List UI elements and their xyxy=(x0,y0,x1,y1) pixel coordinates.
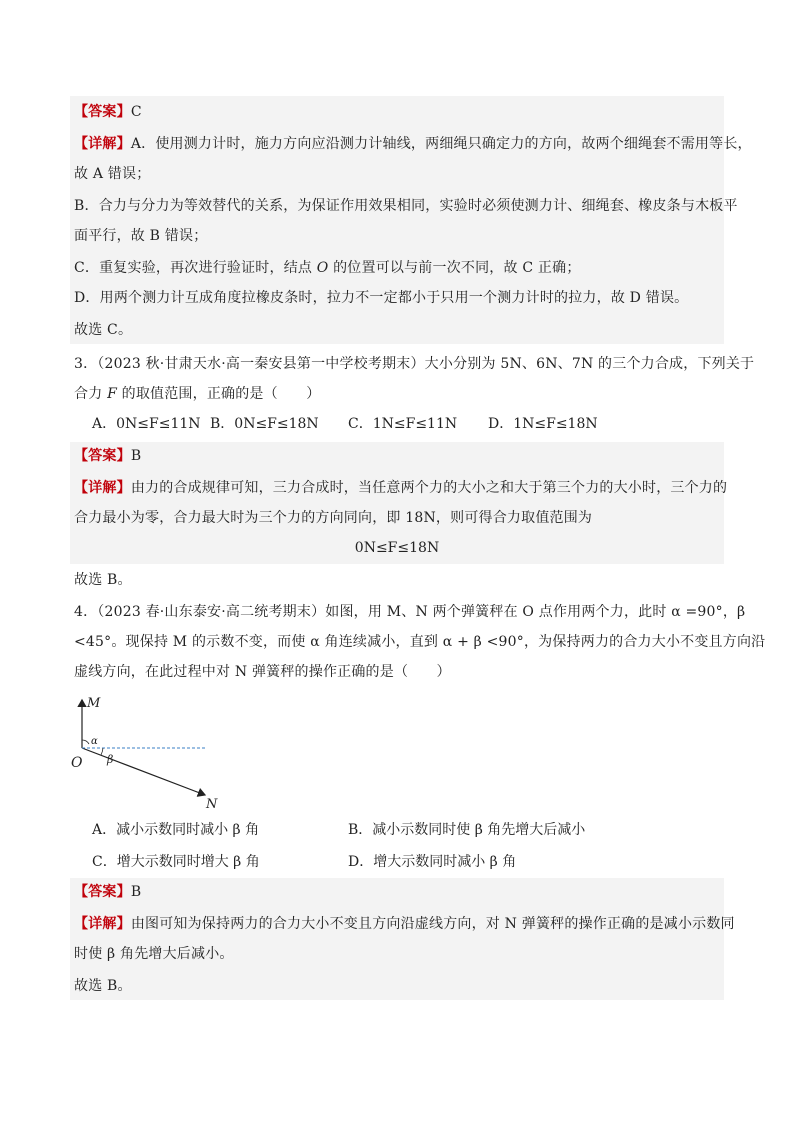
detail-text: C．重复实验，再次进行验证时，结点 xyxy=(74,260,317,276)
symbol-f: F xyxy=(107,386,117,402)
question-4-line-1: 4．（2023 春·山东泰安·高二统考期末）如图，用 M、N 两个弹簧秤在 O 点作用两个力，此时 α =90°，β xyxy=(74,604,746,620)
answer-value: B xyxy=(130,884,142,900)
detail-tag: 【详解】 xyxy=(74,136,131,152)
detail-line-5 xyxy=(74,258,581,278)
answer-value: C xyxy=(130,104,142,120)
answer-line-3 xyxy=(74,882,141,902)
option-d: D．1N≤F≤18N xyxy=(488,416,598,432)
question-4-line-3: 虚线方向，在此过程中对 N 弹簧秤的操作正确的是（ ） xyxy=(74,664,451,680)
detail-line-7: 故选 C。 xyxy=(74,322,133,338)
detail-line-1 xyxy=(74,134,752,154)
detail-text: 由力的合成规律可知，三力合成时，当任意两个力的大小之和大于第三个力的大小时，三个力的 xyxy=(130,480,728,496)
label-o: O xyxy=(71,755,83,771)
answer-tag: 【答案】 xyxy=(74,884,131,900)
detail-text: 由图可知为保持两力的合力大小不变且方向沿虚线方向，对 N 弹簧秤的操作正确的是减小示数同 xyxy=(130,916,735,932)
question-text: 合力 xyxy=(74,386,108,402)
detail-line-4: 面平行，故 B 错误； xyxy=(74,228,208,244)
question-3-line-1: 3．（2023 秋·甘肃天水·高一秦安县第一中学校考期末）大小分别为 5N、6N、7N 的三个力合成，下列关于 xyxy=(74,356,755,372)
option-d: D．增大示数同时减小 β 角 xyxy=(348,854,517,870)
detail-line-3: B．合力与分力为等效替代的关系，为保证作用效果相同，实验时必须使测力计、细绳套、橡皮条与木板平 xyxy=(74,198,738,214)
option-b: B．减小示数同时使 β 角先增大后减小 xyxy=(348,822,586,838)
detail-text: A．使用测力计时，施力方向应沿测力计轴线，两细绳只确定力的方向，故两个细绳套不需用等长， xyxy=(130,136,752,152)
label-beta: β xyxy=(107,753,114,766)
option-a: A．0N≤F≤11N xyxy=(92,416,201,432)
detail-tag: 【详解】 xyxy=(74,916,131,932)
option-a: A．减小示数同时减小 β 角 xyxy=(92,822,260,838)
label-n: N xyxy=(206,797,218,810)
beta-arc xyxy=(101,748,103,755)
label-alpha: α xyxy=(91,736,98,747)
question-4-line-2: <45°。现保持 M 的示数不变，而使 α 角连续减小，直到 α + β <90°，为保持两力的合力大小不变且方向沿 xyxy=(74,634,766,650)
detail-line-12: 时使 β 角先增大后减小。 xyxy=(74,946,234,962)
alpha-arc xyxy=(82,740,89,744)
detail-line-13: 故选 B。 xyxy=(74,978,132,994)
range-formula: 0N≤F≤18N xyxy=(354,540,440,556)
detail-tag: 【详解】 xyxy=(74,480,131,496)
detail-line-8 xyxy=(74,478,727,498)
detail-line-11 xyxy=(74,914,735,934)
answer-tag: 【答案】 xyxy=(74,104,131,120)
option-c: C．增大示数同时增大 β 角 xyxy=(92,854,260,870)
detail-text: 的位置可以与前一次不同，故 C 正确； xyxy=(328,260,581,276)
answer-value: B xyxy=(130,448,142,464)
label-m: M xyxy=(87,696,101,711)
detail-line-9: 合力最小为零，合力最大时为三个力的方向同向，即 18N，则可得合力取值范围为 xyxy=(74,510,593,526)
detail-line-2: 故 A 错误； xyxy=(74,166,151,182)
answer-line-2 xyxy=(74,446,141,466)
detail-line-6: D．用两个测力计互成角度拉橡皮条时，拉力不一定都小于只用一个测力计时的拉力，故 D 错误。 xyxy=(74,290,689,306)
point-o: O xyxy=(316,260,329,276)
question-3-line-2 xyxy=(74,384,320,404)
detail-line-10: 故选 B。 xyxy=(74,572,132,588)
option-b: B．0N≤F≤18N xyxy=(210,416,319,432)
force-diagram xyxy=(70,688,230,810)
force-n-arrow xyxy=(82,748,205,795)
answer-line-1 xyxy=(74,102,142,122)
option-c: C．1N≤F≤11N xyxy=(348,416,458,432)
question-text: 的取值范围，正确的是（ ） xyxy=(116,386,321,402)
answer-tag: 【答案】 xyxy=(74,448,131,464)
answer-panel-3 xyxy=(70,878,724,1000)
